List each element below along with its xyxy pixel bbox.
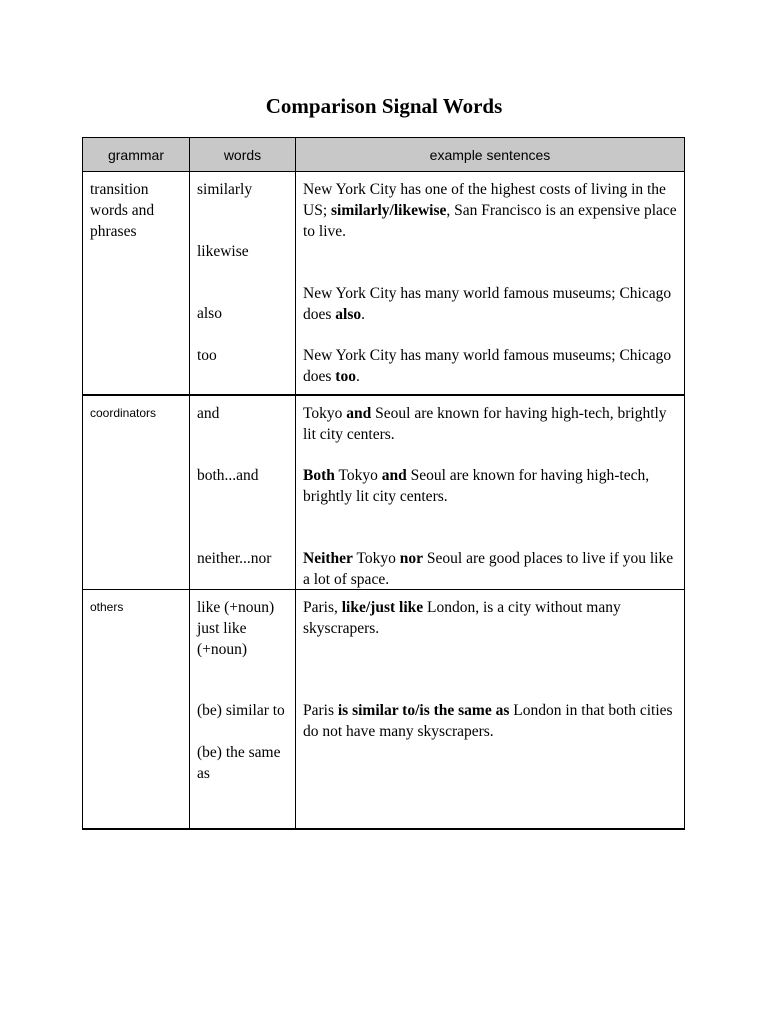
example-sentence: New York City has many world famous museums; Chicago does also. [303, 285, 672, 323]
grammar-cell [83, 589, 190, 829]
grammar-label: transition words and phrases [90, 181, 155, 240]
example-sentence: Neither Tokyo nor Seoul are good places to live if you like a lot of space. [303, 550, 674, 588]
table-row [83, 589, 685, 829]
grammar-label: coordinators [90, 406, 157, 420]
page-title: Comparison Signal Words [265, 94, 503, 118]
word-item: both...and [197, 467, 259, 484]
header-grammar: grammar [83, 138, 190, 172]
example-sentence: New York City has one of the highest costs of living in the US; similarly/likewise, San Francisco is an expensive place to live. [303, 181, 677, 240]
examples-cell [296, 395, 685, 589]
word-item: also [197, 305, 222, 322]
example-sentence: New York City has many world famous museums; Chicago does too. [303, 347, 672, 385]
example-sentence: Paris is similar to/is the same as London in that both cities do not have many skyscrapers. [303, 701, 673, 740]
example-sentence: Paris, like/just like London, is a city without many skyscrapers. [303, 598, 621, 637]
word-item: and [197, 405, 220, 422]
words-cell [190, 395, 296, 589]
word-item: similarly [197, 181, 253, 198]
table-row [83, 395, 685, 589]
grammar-cell [83, 395, 190, 589]
grammar-cell [83, 172, 190, 396]
word-item: too [197, 347, 217, 364]
word-item: like (+noun) just like (+noun) [197, 598, 275, 658]
table-row [83, 172, 685, 396]
words-cell [190, 172, 296, 396]
header-examples: example sentences [296, 138, 685, 172]
example-sentence: Tokyo and Seoul are known for having high-tech, brightly lit city centers. [303, 405, 667, 443]
word-item: neither...nor [197, 550, 272, 567]
header-row [83, 138, 685, 172]
examples-cell [296, 172, 685, 396]
examples-cell [296, 589, 685, 829]
word-item: likewise [197, 243, 249, 260]
grammar-label: others [90, 599, 124, 614]
word-item: (be) similar to [197, 701, 285, 719]
comparison-table [82, 137, 685, 830]
words-cell [190, 589, 296, 829]
example-sentence: Both Tokyo and Seoul are known for having high-tech, brightly lit city centers. [303, 467, 650, 505]
word-item: (be) the same as [197, 743, 281, 782]
header-words: words [190, 138, 296, 172]
